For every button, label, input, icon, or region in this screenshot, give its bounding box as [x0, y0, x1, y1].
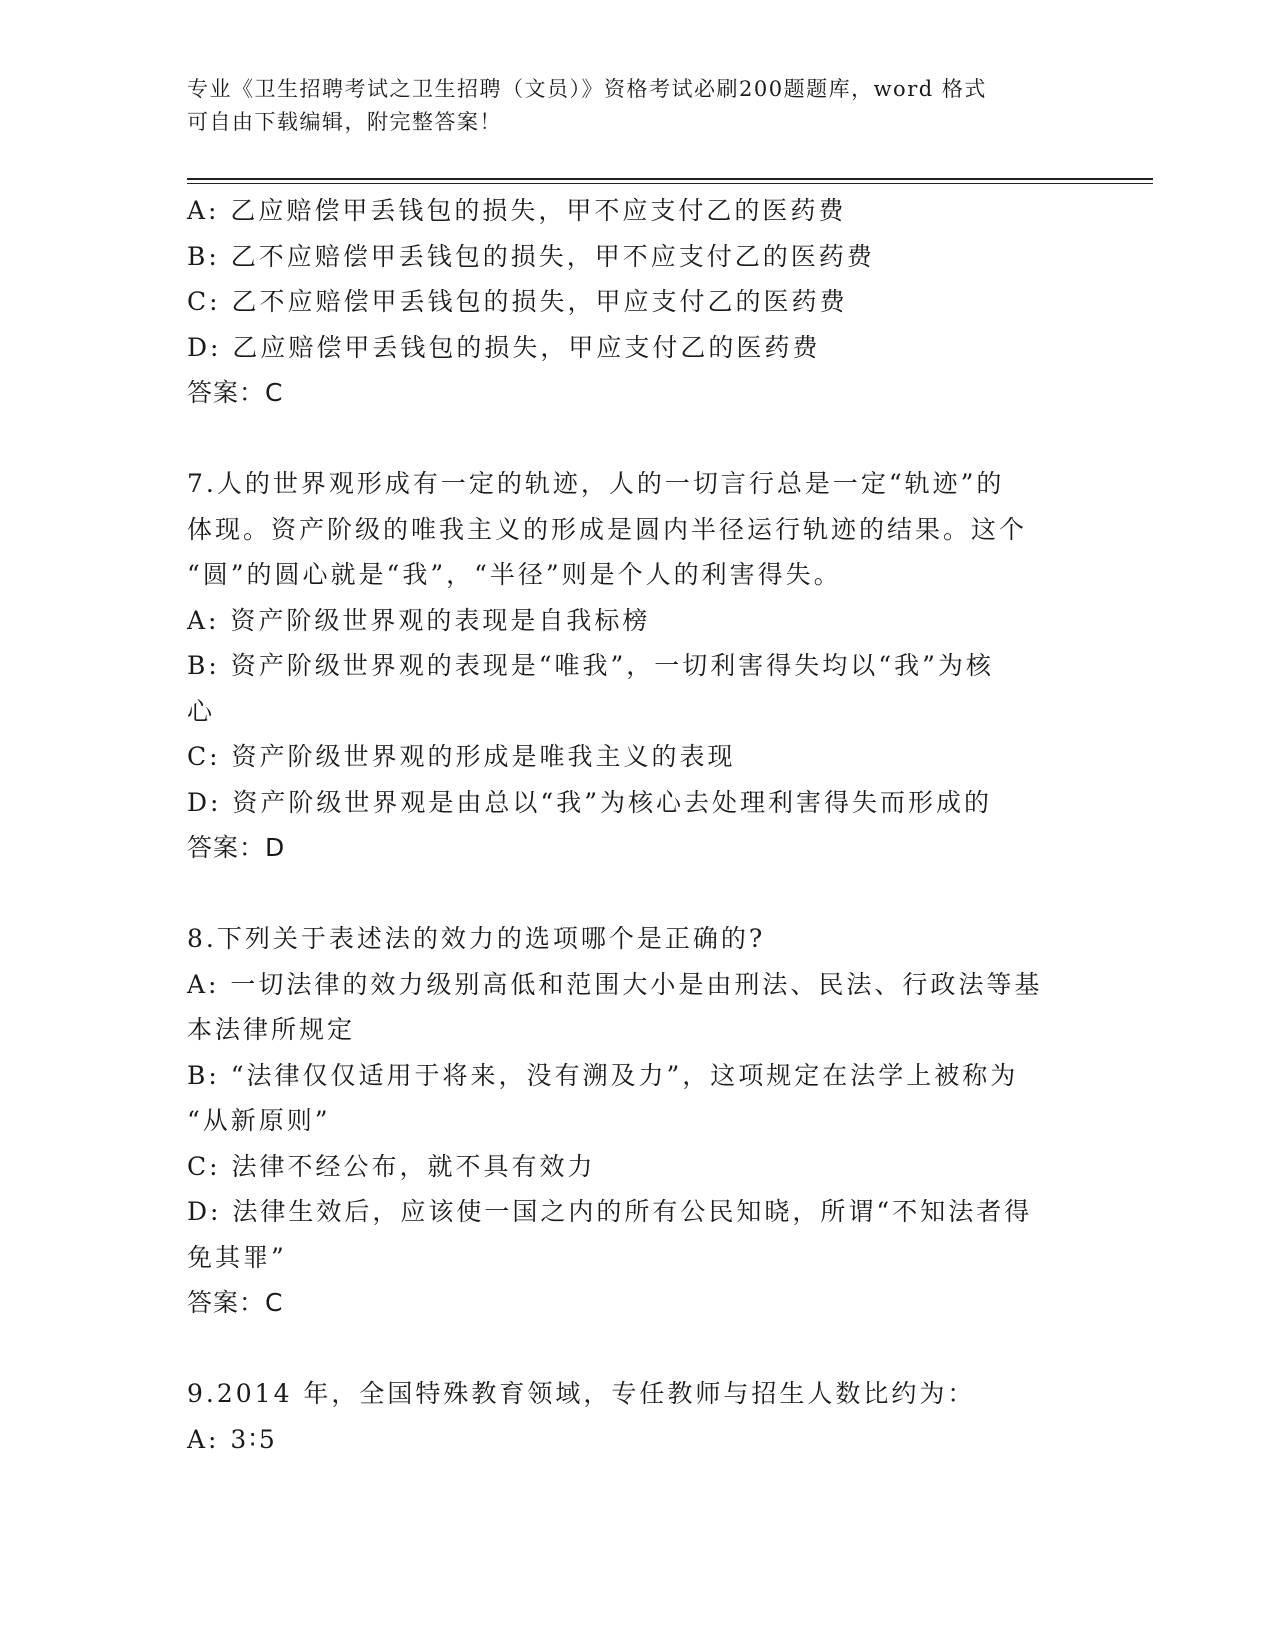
- question-stem: 9.2014 年，全国特殊教育领域，专任教师与招生人数比约为：: [187, 1379, 976, 1408]
- option-a: A: 3∶5: [187, 1424, 278, 1454]
- header-line-2: 可自由下载编辑，附完整答案！: [187, 110, 502, 134]
- option-a-continued: 本法律所规定: [187, 1015, 356, 1044]
- question-stem: 7.人的世界观形成有一定的轨迹，人的一切言行总是一定“轨迹”的: [187, 469, 1005, 498]
- option-b-continued: “从新原则”: [187, 1106, 331, 1135]
- option-b: B: 乙不应赔偿甲丢钱包的损失，甲不应支付乙的医药费: [187, 241, 875, 271]
- option-c: C: 乙不应赔偿甲丢钱包的损失，甲应支付乙的医药费: [187, 287, 848, 316]
- option-d: D: 乙应赔偿甲丢钱包的损失，甲应支付乙的医药费: [187, 332, 821, 362]
- option-b: B: “法律仅仅适用于将来，没有溯及力”，这项规定在法学上被称为: [187, 1060, 1019, 1090]
- option-a: A: 乙应赔偿甲丢钱包的损失，甲不应支付乙的医药费: [187, 196, 847, 225]
- document-header: [187, 73, 1067, 139]
- option-b-continued: 心: [187, 696, 216, 726]
- option-d: D: 法律生效后，应该使一国之内的所有公民知晓，所谓“不知法者得: [187, 1197, 1033, 1226]
- document-body: [187, 188, 1087, 1462]
- header-line-1: 专业《卫生招聘考试之卫生招聘（文员）》资格考试必刷200题题库，word 格式: [187, 77, 987, 101]
- option-b: B: 资产阶级世界观的表现是“唯我”，一切利害得失均以“我”为核: [187, 651, 994, 680]
- answer: 答案：C: [187, 1288, 284, 1317]
- option-c: C: 法律不经公布，就不具有效力: [187, 1151, 596, 1181]
- option-d-continued: 免其罪”: [187, 1242, 287, 1272]
- question-6: [187, 188, 1087, 416]
- option-d: D: 资产阶级世界观是由总以“我”为核心去处理利害得失而形成的: [187, 787, 992, 817]
- header-divider-thin: [187, 183, 1153, 184]
- question-stem: 8.下列关于表述法的效力的选项哪个是正确的?: [187, 924, 766, 953]
- question-8: [187, 916, 1087, 1326]
- answer: 答案：D: [187, 833, 286, 862]
- answer: 答案：C: [187, 378, 284, 407]
- option-a: A: 一切法律的效力级别高低和范围大小是由刑法、民法、行政法等基: [187, 969, 1043, 999]
- question-9: [187, 1371, 1087, 1462]
- question-stem: “圆”的圆心就是“我”，“半径”则是个人的利害得失。: [187, 560, 842, 589]
- question-stem: 体现。资产阶级的唯我主义的形成是圆内半径运行轨迹的结果。这个: [187, 514, 1028, 544]
- header-divider-thick: [187, 178, 1153, 180]
- question-7: [187, 461, 1087, 871]
- option-a: A: 资产阶级世界观的表现是自我标榜: [187, 605, 651, 635]
- option-c: C: 资产阶级世界观的形成是唯我主义的表现: [187, 742, 736, 771]
